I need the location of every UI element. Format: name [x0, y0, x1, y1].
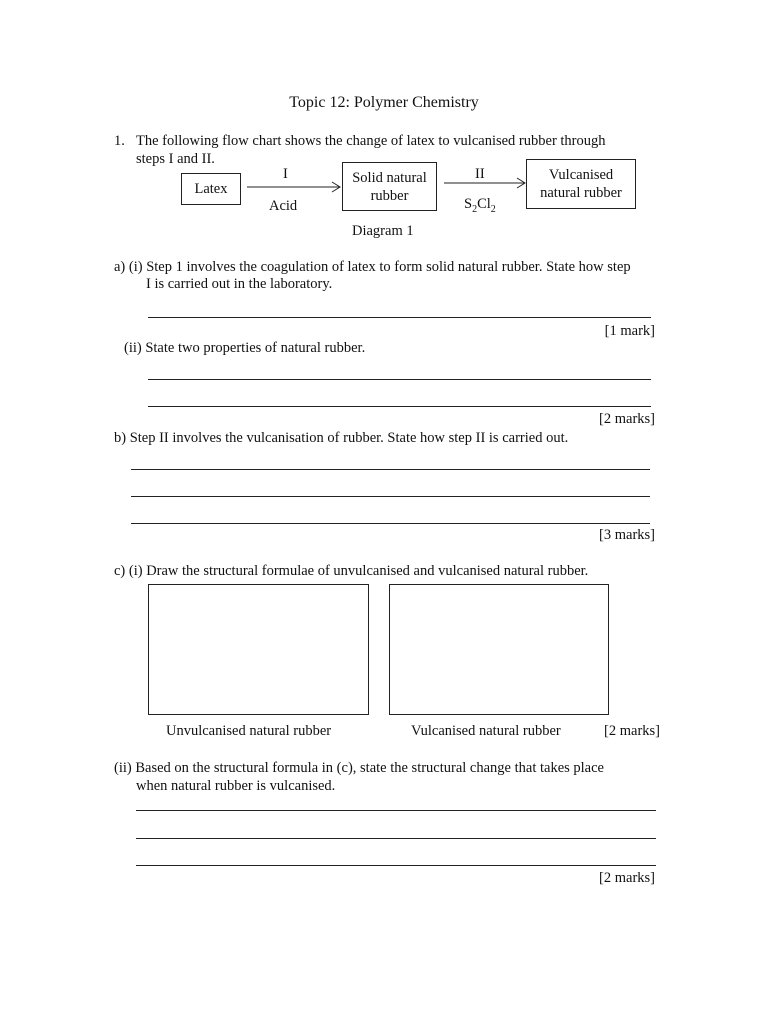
step2-reagent-cl: Cl [477, 196, 491, 212]
step2-reagent-sub2: 2 [490, 203, 496, 215]
answer-line-c-ii-2[interactable] [136, 838, 656, 839]
step2-arrow-icon [443, 176, 527, 190]
drawing-box-vulcanised[interactable] [389, 584, 609, 715]
answer-line-b-2[interactable] [131, 496, 650, 497]
question-intro-line2: steps I and II. [136, 151, 215, 167]
part-b-text: b) Step II involves the vulcanisation of rubber. State how step II is carried out. [114, 430, 569, 446]
marks-c-ii: [2 marks] [599, 870, 655, 886]
flow-box-solid-line2: rubber [370, 187, 409, 204]
flow-box-vulcanised-rubber [526, 159, 636, 209]
step2-reagent [464, 195, 496, 219]
answer-line-b-3[interactable] [131, 523, 650, 524]
part-a-i-line2: I is carried out in the laboratory. [146, 276, 333, 292]
answer-line-b-1[interactable] [131, 469, 650, 470]
drawing-box-unvulcanised[interactable] [148, 584, 369, 715]
marks-c-i: [2 marks] [604, 723, 660, 739]
marks-a-ii: [2 marks] [599, 411, 655, 427]
step1-label: I [283, 166, 288, 182]
flow-box-latex [181, 173, 241, 205]
flow-box-vulc-line2: natural rubber [540, 185, 622, 201]
caption-unvulcanised: Unvulcanised natural rubber [166, 723, 332, 739]
marks-b: [3 marks] [599, 527, 655, 543]
step1-arrow-icon [246, 180, 342, 194]
step1-reagent: Acid [269, 198, 298, 214]
answer-line-a-ii-1[interactable] [148, 379, 651, 380]
marks-a-i: [1 mark] [604, 323, 655, 339]
part-c-i-text: c) (i) Draw the structural formulae of unvulcanised and vulcanised natural rubber. [114, 563, 589, 579]
answer-line-a-i[interactable] [148, 317, 651, 318]
part-c-ii-line2: when natural rubber is vulcanised. [136, 778, 336, 794]
page-title: Topic 12: Polymer Chemistry [289, 94, 479, 111]
step2-reagent-sub1: 2 [472, 203, 478, 215]
flow-box-solid-line1: Solid natural [352, 169, 427, 186]
part-a-ii-text: (ii) State two properties of natural rubber. [124, 340, 366, 356]
part-a-i-line1: a) (i) Step 1 involves the coagulation of latex to form solid natural rubber. State how step [114, 259, 631, 275]
part-c-ii-line1: (ii) Based on the structural formula in (c), state the structural change that takes place [114, 760, 604, 776]
flow-box-vulc-line1: Vulcanised [548, 167, 614, 183]
answer-line-a-ii-2[interactable] [148, 406, 651, 407]
flow-box-solid-rubber [342, 162, 437, 211]
question-intro-line1: The following flow chart shows the change of latex to vulcanised rubber through [136, 133, 606, 149]
answer-line-c-ii-3[interactable] [136, 865, 656, 866]
flow-box-latex-label: Latex [194, 181, 228, 197]
step2-label: II [475, 166, 485, 182]
step2-reagent-s: S [464, 196, 473, 212]
answer-line-c-ii-1[interactable] [136, 810, 656, 811]
caption-vulcanised: Vulcanised natural rubber [411, 723, 561, 739]
question-number: 1. [114, 133, 125, 149]
diagram-caption: Diagram 1 [352, 223, 414, 239]
